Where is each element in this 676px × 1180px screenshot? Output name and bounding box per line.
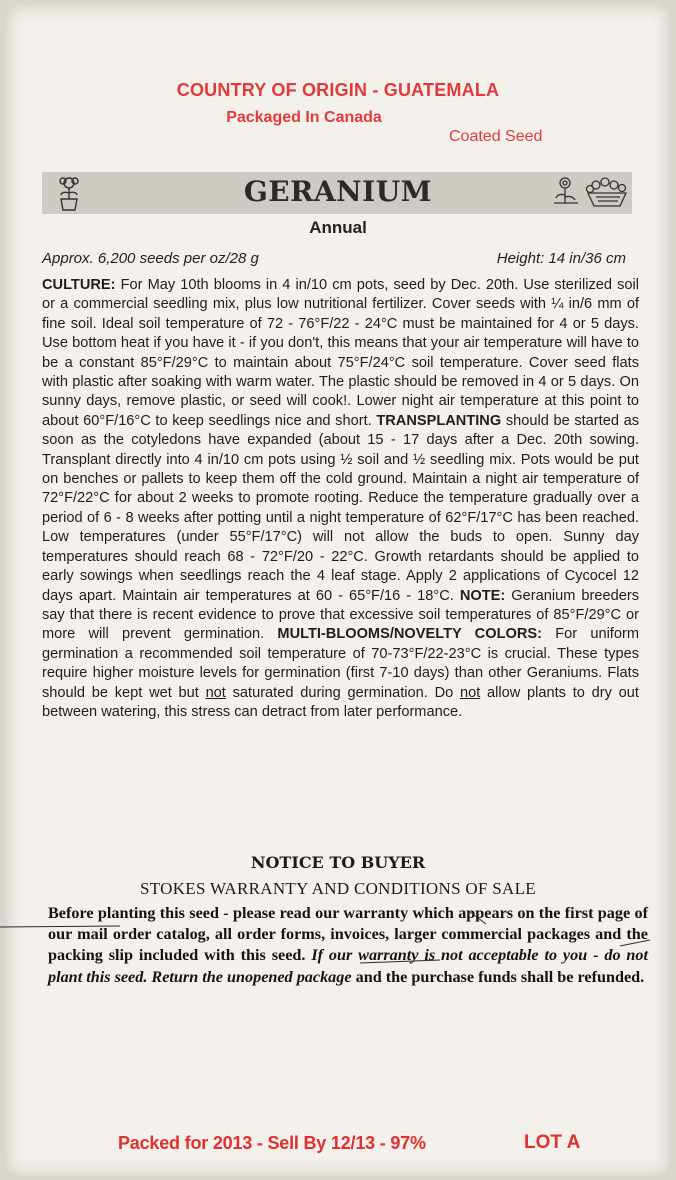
transplanting-label: TRANSPLANTING (376, 412, 502, 429)
not-emphasis-1: not (205, 684, 226, 701)
multi-blooms-text-3: allow plants to dry out between watering, this stress can detract from later performance. (42, 684, 639, 720)
transplanting-text: should be started as soon as the cotyledons have expanded (about 15 - 17 days after a Dec. 20th sowing. Transplant directly into 4 in/10 cm pots using ½ soil and ½ seedling mix. Pots would be put on benches or pallets to keep them off the cold ground. Maintain a night air temperature of 72°F/22°C for about 2 weeks to promote rooting. Reduce the temperature gradually over a period of 6 - 8 weeks after potting until a night temperature of 62°F/17°C has been reached. Low temperatures (under 55°F/17°C) will not allow the buds to open. Sunny day temperatures should reach 68 - 72°F/20 - 22°C. Growth retardants should be applied to early sowings when seedlings reach the 4 leaf stage. Apply 2 applications of Cycocel 12 days apart. Maintain air temperatures at 60 - 65°F/16 - 18°C. (42, 412, 639, 604)
note-text: Geranium breeders say that there is recent evidence to prove that excessive soil temperatures of 85°F/29°C or more will prevent germination. (42, 587, 639, 643)
pen-scratch-marks (0, 880, 676, 980)
note-label: NOTE: (459, 587, 506, 604)
country-of-origin: COUNTRY OF ORIGIN - GUATEMALA (176, 80, 500, 100)
multi-blooms-label: MULTI-BLOOMS/NOVELTY COLORS: (277, 626, 542, 643)
growing-instructions (42, 276, 639, 722)
multi-blooms-text-1: For uniform germination a recommended soil temperature of 70-73°F/22-23°C is crucial. These types require higher moisture levels for germination (first 7-10 days) than other Geraniums. Flats should be kept wet but (42, 626, 639, 701)
not-emphasis-2: not (459, 684, 481, 701)
product-type: Annual (309, 218, 367, 237)
warranty-text-2: and the purchase funds shall be refunded. (355, 967, 645, 986)
notice-subheading: STOKES WARRANTY AND CONDITIONS OF SALE (140, 879, 536, 898)
warranty-italic: If our warranty is not acceptable to you - do not plant this seed. Return the unopened package (48, 946, 649, 986)
coated-seed-label: Coated Seed (449, 128, 543, 145)
plant-height: Height: 14 in/36 cm (496, 250, 626, 267)
packaged-in: Packaged In Canada (226, 109, 382, 126)
seed-count: Approx. 6,200 seeds per oz/28 g (42, 250, 259, 267)
culture-label: CULTURE: (42, 277, 116, 293)
lot-number: LOT A (524, 1132, 581, 1153)
culture-text: For May 10th blooms in 4 in/10 cm pots, seed by Dec. 20th. Use sterilized soil or a commercial seedling mix, plus low nutritional fertilizer. Cover seeds with ¼ in/6 mm of fine soil. Ideal soil temperature of 72 - 76°F/22 - 24°C must be maintained for 4 or 5 days. Use bottom heat if you have it - if you don't, this means that your air temperature will have to be a constant 85°F/29°C to maintain about 75°F/24°C soil temperature. Cover seed flats with plastic after soaking with warm water. The plastic should be removed in 4 or 5 days. On sunny days, remove plastic, or seed will cook!. Lower night air temperature at this point to about 60°F/16°C to keep seedlings nice and short. (42, 277, 639, 429)
warranty-text-1: Before planting this seed - please read our warranty which appears on the first page of our mail order catalog, all order forms, invoices, larger commercial packages and the packing slip included with this seed. (48, 904, 648, 965)
multi-blooms-text-2: saturated during germination. Do (232, 684, 454, 701)
packed-for-sell-by: Packed for 2013 - Sell By 12/13 - 97% (118, 1133, 426, 1153)
product-title: GERANIUM (243, 175, 433, 208)
notice-heading: NOTICE TO BUYER (250, 853, 426, 872)
